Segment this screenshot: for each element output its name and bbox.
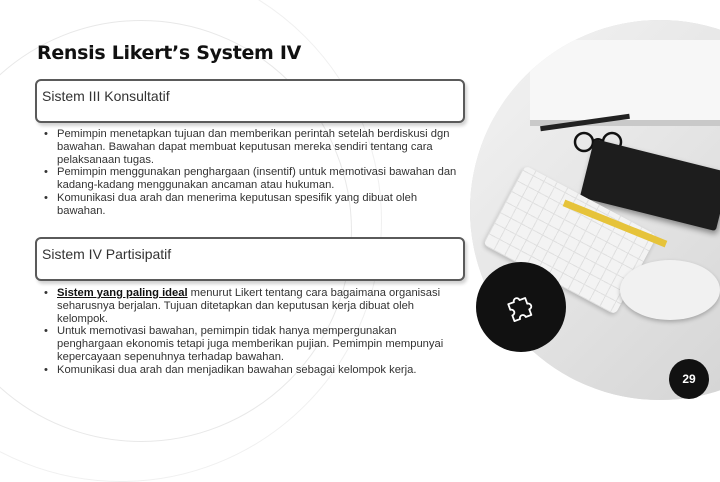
list-item: • Komunikasi dua arah dan menerima keputusan spesifik yang dibuat oleh bawahan. [42,192,462,218]
list-item: • Komunikasi dua arah dan menjadikan bawahan sebagai kelompok kerja. [42,364,462,377]
section1-bullet-list [42,128,462,218]
section1-heading-box [35,79,465,123]
page-number-badge: 29 [669,359,709,399]
slide-title: Rensis Likert’s System IV [37,42,302,64]
section1-heading: Sistem III Konsultatif [42,88,170,104]
section2-heading-box [35,237,465,281]
emphasis-text: Sistem yang paling ideal [57,287,188,299]
section2-bullet-list [42,287,462,377]
mouse [620,260,720,320]
list-item: • Untuk memotivasi bawahan, pemimpin tidak hanya mempergunakan penghargaan ekonomis tetapi juga memberikan pujian. Pemimpin mempunyai kepercayaan sepenuhnya terhadap bawahan. [42,325,462,363]
list-item-text: menurut Likert tentang cara bagaimana organisasi seharusnya berjalan. Tujuan ditetapkan dan keputusan kerja dibuat oleh kelompok. [57,287,441,325]
list-item: • Pemimpin menggunakan penghargaan (insentif) untuk memotivasi bawahan dan kadang-kadang menggunakan ancaman atau hukuman. [42,166,462,192]
puzzle-icon [504,290,538,324]
monitor [530,40,720,126]
list-item: • Pemimpin menetapkan tujuan dan memberikan perintah setelah berdiskusi dgn bawahan. Bawahan dapat membuat keputusan mereka sendiri tentang cara pelaksanaan tugas. [42,128,462,166]
list-item [42,287,462,325]
puzzle-badge [476,262,566,352]
section2-heading: Sistem IV Partisipatif [42,246,172,262]
